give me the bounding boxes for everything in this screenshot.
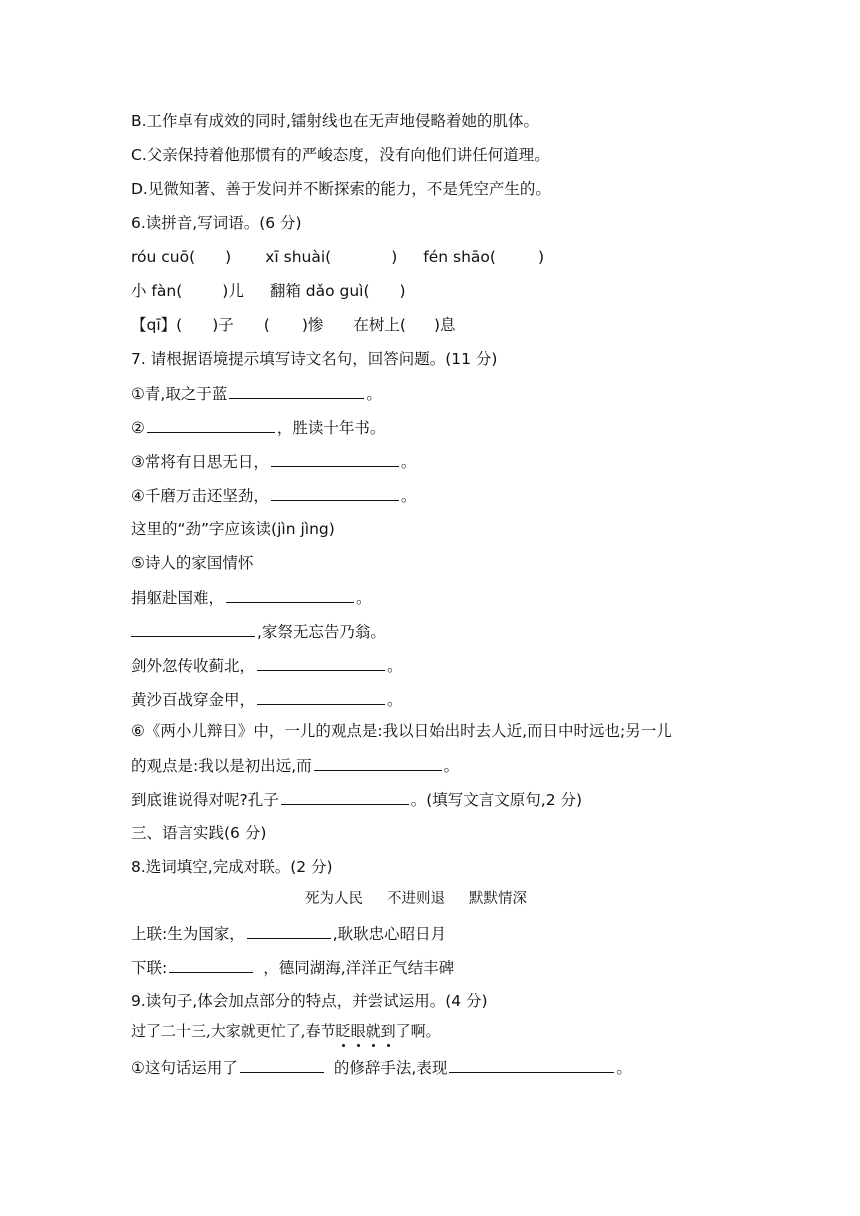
poem-line-5a: 捐躯赴国难， 。 [131, 586, 372, 609]
answer-blank[interactable] [257, 654, 385, 671]
answer-blank[interactable] [240, 1056, 324, 1073]
two-children-line-2: 的观点是:我以是初出远,而 。 [131, 754, 459, 777]
pinyin-rou-cuo: róu cuō( [131, 248, 196, 266]
option-b: B.工作卓有成效的同时,镭射线也在无声地侵略着她的肌体。 [131, 112, 539, 130]
answer-blank[interactable] [281, 788, 409, 805]
pinyin-fan: 小 fàn( [131, 282, 183, 300]
pronunciation-question: 这里的“劲”字应该读(jìn jìng) [131, 520, 335, 538]
dotted-char: 眼 [350, 1022, 366, 1040]
answer-blank[interactable] [147, 416, 275, 433]
two-children-question: ⑥《两小儿辩日》中，一儿的观点是:我以日始出时去人近,而日中时远也;另一儿 [131, 722, 672, 740]
poem-line-4: ④千磨万击还坚劲， 。 [131, 484, 416, 507]
poem-line-2: ② ，胜读十年书。 [131, 416, 385, 439]
question-6-row-2: 小 fàn( )儿 翻箱 dǎo guì( ) [131, 282, 406, 300]
pinyin-qi: 【qī】( [131, 316, 183, 334]
pinyin-fen-shao: fén shāo( [423, 248, 496, 266]
poem-section-5: ⑤诗人的家国情怀 [131, 554, 254, 572]
question-6-title: 6.读拼音,写词语。(6 分) [131, 214, 302, 232]
poem-line-5d: 黄沙百战穿金甲， 。 [131, 688, 403, 711]
poem-line-5b: ,家祭无忘告乃翁。 [131, 620, 386, 643]
word-option: 死为人民 [305, 891, 363, 907]
pinyin-xi-shuai: xī shuài( [265, 248, 332, 266]
dotted-char: 眨 [335, 1022, 351, 1040]
two-children-line-3: 到底谁说得对呢?孔子 。(填写文言文原句,2 分) [131, 788, 582, 811]
question-6-row-1: róu cuō( ) xī shuài( ) fén shāo( ) [131, 248, 544, 266]
answer-blank[interactable] [314, 754, 442, 771]
pinyin-dao-gui: 翻箱 dǎo guì( [269, 282, 370, 300]
section-3-title: 三、语言实践(6 分) [131, 824, 267, 842]
question-7-title: 7. 请根据语境提示填写诗文名句，回答问题。(11 分) [131, 350, 498, 368]
answer-blank[interactable] [247, 922, 331, 939]
answer-blank[interactable] [226, 586, 354, 603]
question-6-row-3: 【qī】( )子 ( )惨 在树上( )息 [131, 316, 456, 334]
word-option: 默默情深 [469, 891, 527, 907]
answer-blank[interactable] [271, 450, 399, 467]
answer-blank[interactable] [449, 1056, 614, 1073]
word-options [305, 888, 527, 910]
question-9-title: 9.读句子,体会加点部分的特点，并尝试运用。(4 分) [131, 992, 488, 1010]
poem-line-1: ①青,取之于蓝 。 [131, 382, 382, 405]
example-sentence: 过了二十三,大家就更忙了,春节眨眼就到了啊。 [131, 1022, 441, 1040]
option-d: D.见微知著、善于发问并不断探索的能力，不是凭空产生的。 [131, 180, 551, 198]
dotted-char: 就 [365, 1022, 381, 1040]
couplet-upper: 上联:生为国家， ,耿耿忠心昭日月 [131, 922, 446, 945]
answer-blank[interactable] [271, 484, 399, 501]
word-option: 不进则退 [387, 891, 445, 907]
couplet-lower: 下联: ，德同湖海,洋洋正气结丰碑 [131, 956, 454, 979]
question-8-title: 8.选词填空,完成对联。(2 分) [131, 858, 333, 876]
answer-blank[interactable] [229, 382, 364, 399]
answer-blank[interactable] [169, 956, 253, 973]
option-c: C.父亲保持着他那惯有的严峻态度，没有向他们讲任何道理。 [131, 146, 550, 164]
dotted-char: 到 [380, 1022, 396, 1040]
poem-line-3: ③常将有日思无日， 。 [131, 450, 416, 473]
question-9-part-1: ①这句话运用了 的修辞手法,表现 。 [131, 1056, 632, 1079]
answer-blank[interactable] [131, 620, 255, 637]
poem-line-5c: 剑外忽传收蓟北， 。 [131, 654, 403, 677]
answer-blank[interactable] [257, 688, 385, 705]
